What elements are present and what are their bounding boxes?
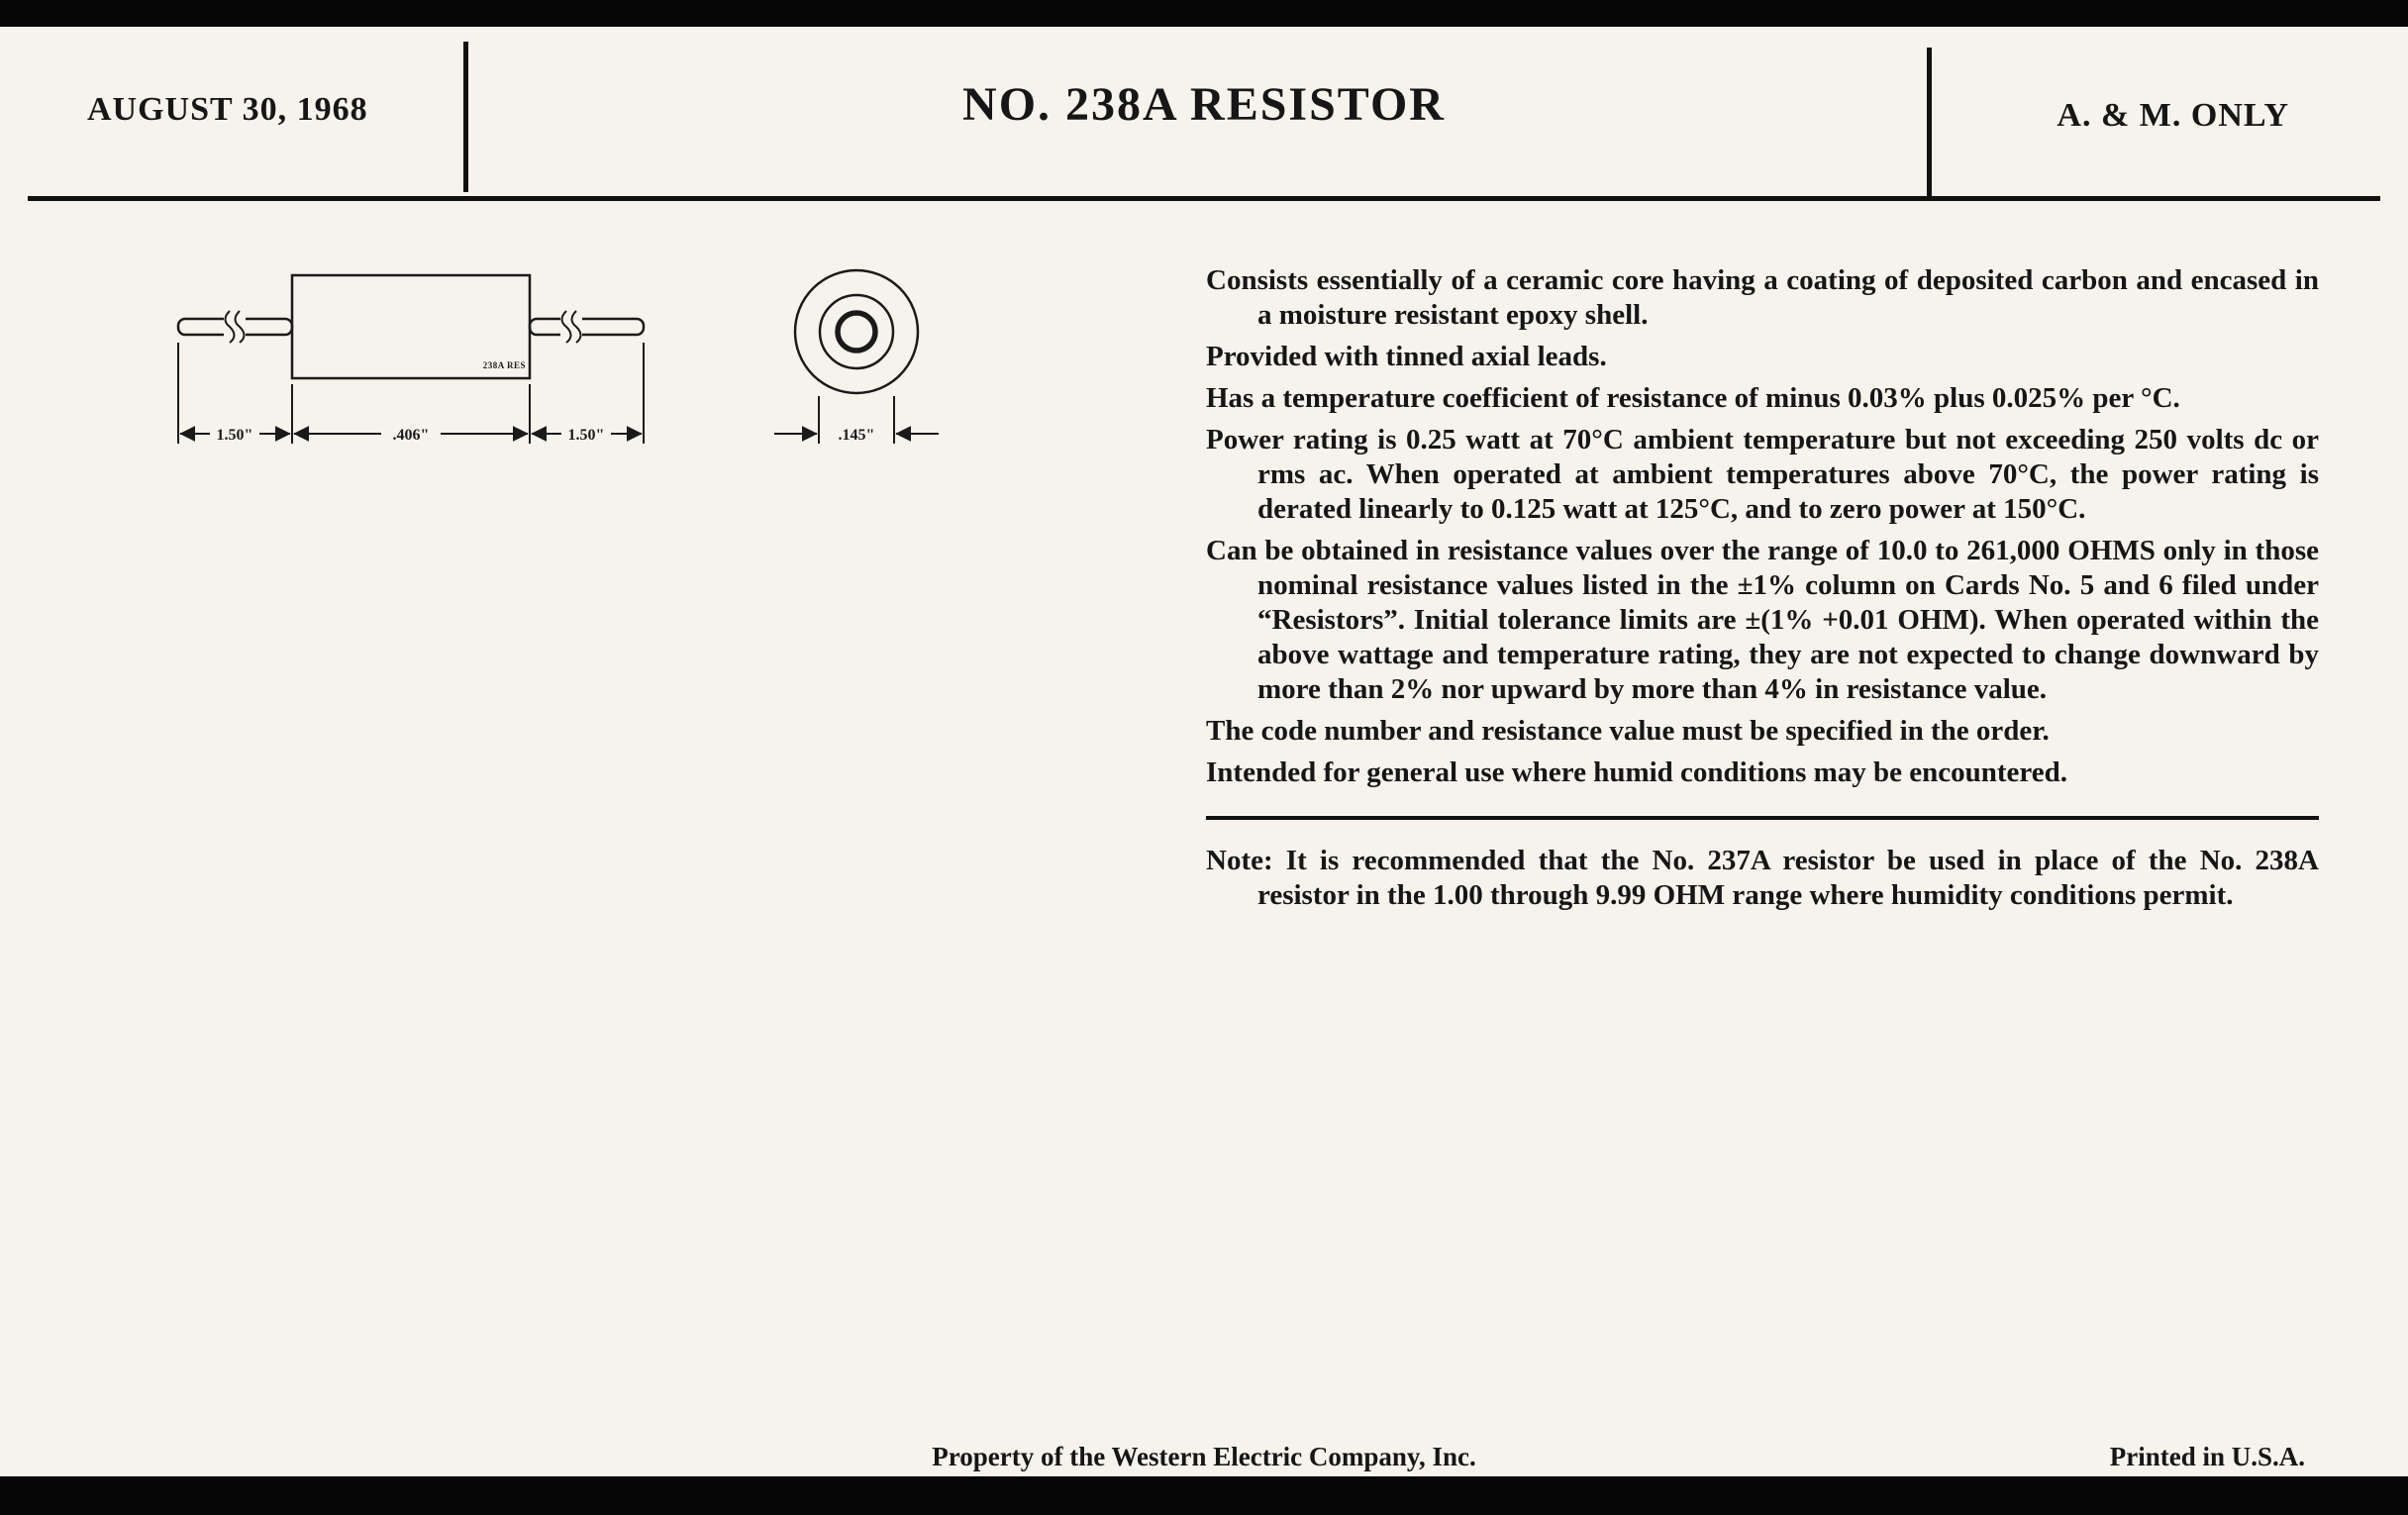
end-view (795, 270, 918, 393)
page-title: NO. 238A RESISTOR (962, 78, 1446, 131)
end-view-dimension (774, 396, 939, 444)
spec-paragraph: Provided with tinned axial leads. (1206, 341, 1607, 372)
note-paragraph: Note: It is recommended that the No. 237A resistor be used in place of the No. 238A resistor in the 1.00 through 9.99 OHM range where humidity conditions permit. (1206, 845, 2319, 911)
end-view-middle-circle (820, 295, 893, 368)
resistor-drawing (158, 248, 1030, 485)
note-divider-rule (1206, 816, 2319, 820)
spec-paragraph: Intended for general use where humid conditions may be encountered. (1206, 757, 2068, 788)
dimension-label-diameter: .145" (838, 427, 875, 444)
side-view (178, 275, 644, 378)
spec-paragraph: Can be obtained in resistance values over the range of 10.0 to 261,000 OHMS only in those nominal resistance values listed in the ±1% column on Cards No. 5 and 6 filed under “Resistors”. Initial tolerance limits are ±(1% +0.01 OHM). When operated within the above wattage and temperature rating, they are not expected to change downward by more than 2% nor upward by more than 4% in resistance value. (1206, 535, 2319, 705)
spec-paragraph: Consists essentially of a ceramic core having a coating of deposited carbon and encased in a moisture resistant epoxy shell. (1206, 264, 2319, 331)
audience-label: A. & M. ONLY (2057, 97, 2289, 134)
header-divider-left (463, 42, 468, 192)
dimension-label-lead-left: 1.50" (216, 427, 253, 444)
footer-property-line: Property of the Western Electric Company, Inc. (932, 1442, 1476, 1471)
spec-paragraph: Has a temperature coefficient of resistance of minus 0.03% plus 0.025% per °C. (1206, 382, 2180, 414)
spec-text-column (1206, 263, 2319, 920)
footer-printed-line: Printed in U.S.A. (2109, 1442, 2305, 1471)
side-view-dimensions (178, 343, 644, 444)
spec-paragraph: Power rating is 0.25 watt at 70°C ambient temperature but not exceeding 250 volts dc or rms ac. When operated at ambient temperatures above 70°C, the power rating is derated linearly to 0.125 watt at 125°C, and to zero power at 150°C. (1206, 424, 2319, 525)
right-lead (530, 319, 644, 335)
scan-edge-bottom (0, 1476, 2408, 1515)
document-date: AUGUST 30, 1968 (87, 91, 368, 128)
header-rule (28, 196, 2380, 201)
dimension-label-body: .406" (392, 427, 430, 444)
dimension-label-lead-right: 1.50" (567, 427, 605, 444)
header-divider-right (1927, 48, 1932, 196)
scan-edge-top (0, 0, 2408, 27)
spec-paragraph: The code number and resistance value must be specified in the order. (1206, 715, 2050, 747)
body-marking-label: 238A RES (482, 360, 526, 370)
resistor-drawing-svg (158, 248, 1030, 485)
end-view-outer-circle (795, 270, 918, 393)
end-view-inner-circle (838, 313, 875, 351)
